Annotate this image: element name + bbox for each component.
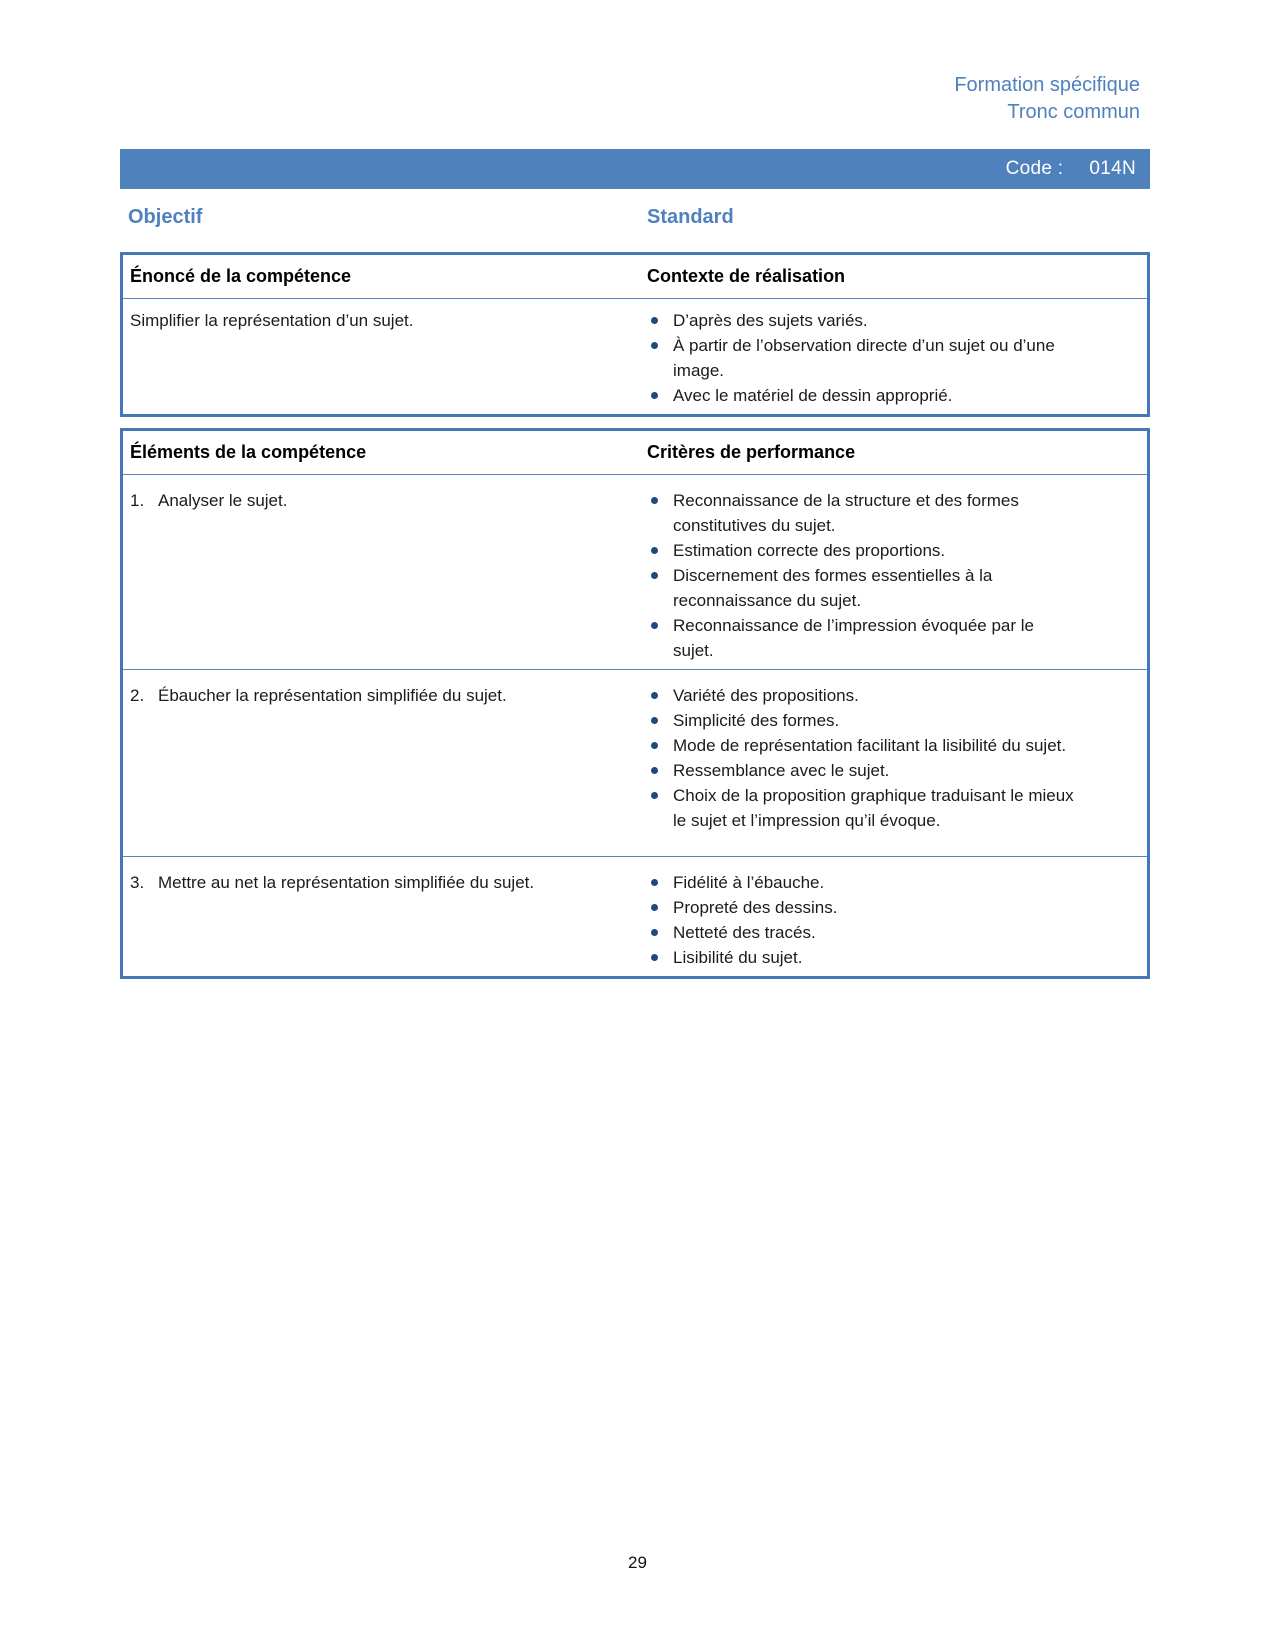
context-bullet: À partir de l’observation directe d’un sujet ou d’une image.: [647, 333, 1078, 383]
criteria-bullet: Choix de la proposition graphique traduisant le mieux le sujet et l’impression qu’il évoque.: [647, 783, 1078, 833]
code-value: 014N: [1089, 158, 1136, 179]
competence-header-left: Énoncé de la compétence: [130, 266, 352, 286]
element-text: Ébaucher la représentation simplifiée du sujet.: [158, 686, 507, 705]
competence-table: [120, 252, 1150, 417]
context-bullet: Avec le matériel de dessin approprié.: [647, 383, 1078, 408]
criteria-bullet: Reconnaissance de l’impression évoquée par le sujet.: [647, 613, 1078, 663]
elements-table-row-3: [123, 856, 1147, 976]
element-item-1: [130, 488, 637, 513]
criteria-bullet: Estimation correcte des proportions.: [647, 538, 1078, 563]
criteria-bullet: Reconnaissance de la structure et des formes constitutives du sujet.: [647, 488, 1078, 538]
criteria-bullet-list-1: [647, 488, 1137, 663]
elements-table: [120, 428, 1150, 979]
criteria-bullet: Ressemblance avec le sujet.: [647, 758, 1078, 783]
competence-statement-cell: [123, 299, 647, 414]
element-number: 1.: [130, 491, 145, 510]
context-bullet-list: [647, 308, 1137, 408]
code-label: Code :: [1005, 158, 1064, 179]
criteria-bullet: Simplicité des formes.: [647, 708, 1078, 733]
criteria-bullet: Discernement des formes essentielles à la reconnaissance du sujet.: [647, 563, 1078, 613]
criteria-cell-1: [647, 475, 1147, 669]
criteria-bullet: Lisibilité du sujet.: [647, 945, 1078, 970]
criteria-bullet: Propreté des dessins.: [647, 895, 1078, 920]
elements-header-right: Critères de performance: [647, 442, 856, 462]
objectif-heading: Objectif: [128, 206, 203, 228]
element-text: Analyser le sujet.: [158, 491, 288, 510]
competence-statement: Simplifier la représentation d’un sujet.: [130, 311, 414, 330]
doc-header: [120, 72, 1140, 126]
doc-header-line2: Tronc commun: [1007, 101, 1140, 123]
element-text: Mettre au net la représentation simplifiée du sujet.: [158, 873, 535, 892]
competence-table-body-row: [123, 298, 1147, 414]
criteria-bullet: Mode de représentation facilitant la lisibilité du sujet.: [647, 733, 1078, 758]
element-cell-1: [123, 475, 647, 669]
elements-header-left: Éléments de la compétence: [130, 442, 367, 462]
elements-table-row-2: [123, 669, 1147, 856]
page-number: 29: [628, 1553, 647, 1572]
element-number: 3.: [130, 873, 145, 892]
column-titles: [120, 206, 1150, 230]
criteria-bullet: Variété des propositions.: [647, 683, 1078, 708]
criteria-bullet: Netteté des tracés.: [647, 920, 1078, 945]
context-bullets-cell: [647, 299, 1147, 414]
competence-header-right: Contexte de réalisation: [647, 266, 846, 286]
element-cell-2: [123, 670, 647, 856]
element-item-3: [130, 870, 637, 895]
doc-header-line1: Formation spécifique: [954, 74, 1140, 96]
standard-heading: Standard: [647, 206, 734, 228]
criteria-cell-2: [647, 670, 1147, 856]
competence-table-header-row: [123, 255, 1147, 298]
element-cell-3: [123, 857, 647, 976]
context-bullet: D’après des sujets variés.: [647, 308, 1078, 333]
elements-table-row-1: [123, 474, 1147, 669]
element-number: 2.: [130, 686, 145, 705]
element-item-2: [130, 683, 637, 708]
elements-table-header-row: [123, 431, 1147, 474]
criteria-cell-3: [647, 857, 1147, 976]
criteria-bullet-list-2: [647, 683, 1137, 833]
criteria-bullet-list-3: [647, 870, 1137, 970]
code-bar: [120, 149, 1150, 189]
criteria-bullet: Fidélité à l’ébauche.: [647, 870, 1078, 895]
